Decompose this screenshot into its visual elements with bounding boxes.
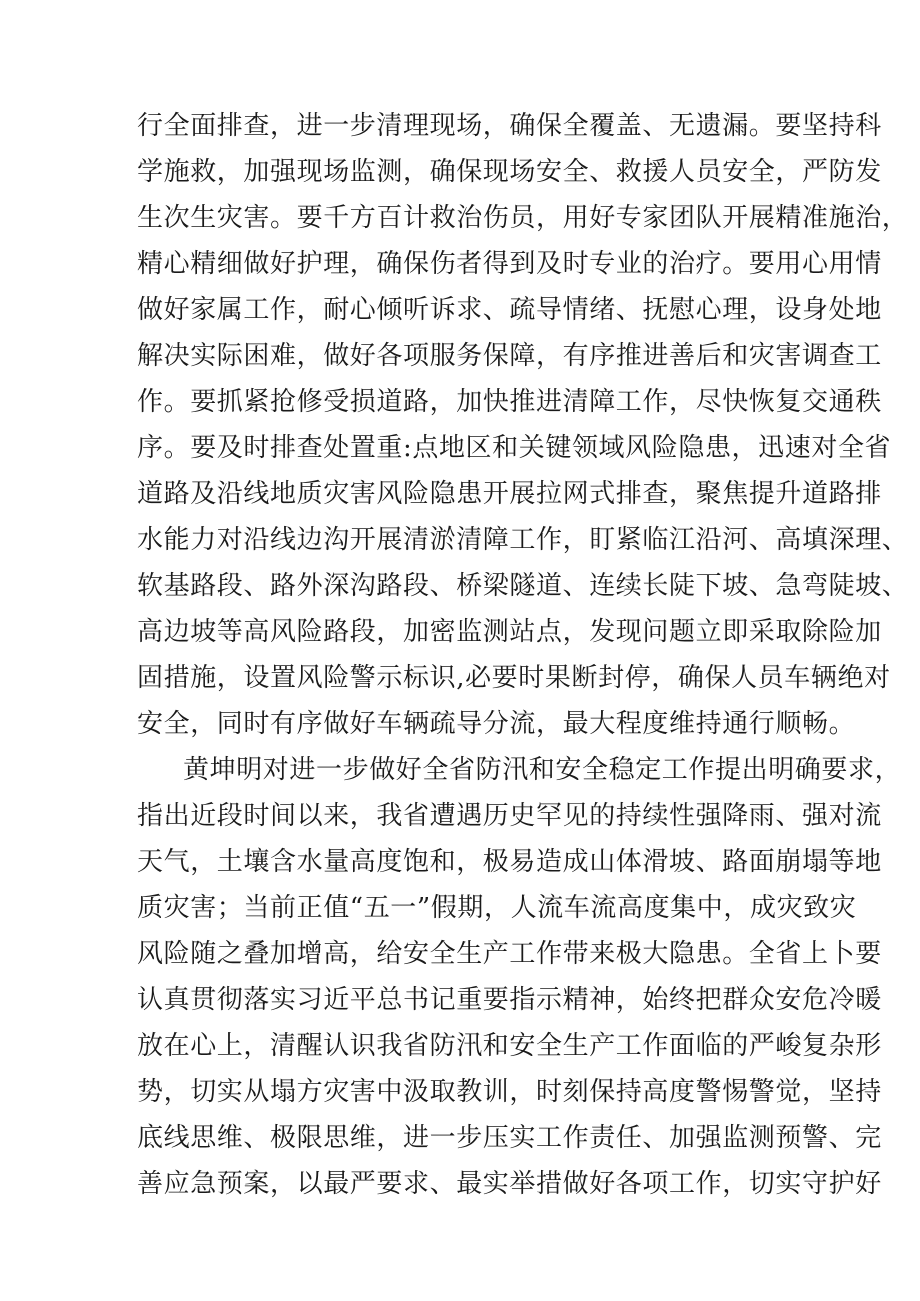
paragraph-line: 底线思维、极限思维，进一步压实工作责任、加强监测预警、完 xyxy=(137,1123,882,1153)
paragraph-line: 道路及沿线地质灾害风险隐患开展拉网式排查，聚焦提升道路排 xyxy=(137,479,882,509)
paragraph-line: 解决实际困难，做好各项服务保障，有序推进善后和灾害调查工 xyxy=(137,341,882,371)
paragraph-line: 善应急预案，以最严要求、最实举措做好各项工作，切实守护好 xyxy=(137,1169,882,1199)
paragraph-line: 质灾害；当前正值“五一”假期，人流车流高度集中，成灾致灾 xyxy=(137,893,857,923)
paragraph-line: 学施救，加强现场监测，确保现场安全、救援人员安全，严防发 xyxy=(137,157,882,187)
paragraph-line: 黄坤明对进一步做好全省防汛和安全稳定工作提出明确要求， xyxy=(183,755,902,785)
paragraph-line: 软基路段、路外深沟路段、桥梁隧道、连续长陡下坡、急弯陡坡、 xyxy=(137,571,909,601)
paragraph-line: 行全面排查，进一步清理现场，确保全覆盖、无遗漏。要坚持科 xyxy=(137,111,882,141)
paragraph-line: 风险随之叠加增高，给安全生产工作带来极大隐患。全省上卜要 xyxy=(137,939,882,969)
paragraph-line: 安全，同时有序做好车辆疏导分流，最大程度维持通行顺畅。 xyxy=(137,709,856,739)
paragraph-line: 高边坡等高风险路段，加密监测站点，发现问题立即采取除险加 xyxy=(137,617,882,647)
paragraph-line: 天气，土壤含水量高度饱和，极易造成山体滑坡、路面崩塌等地 xyxy=(137,847,882,877)
paragraph-line: 序。要及时排查处置重:点地区和关键领域风险隐患，迅速对全省 xyxy=(137,433,892,463)
paragraph-line: 认真贯彻落实习近平总书记重要指示精神，始终把群众安危冷暖 xyxy=(137,985,882,1015)
paragraph-line: 固措施，设置风险警示标识,必要时果断封停，确保人员车辆绝对 xyxy=(137,663,891,693)
paragraph-line: 生次生灾害。要千方百计救治伤员，用好专家团队开展精准施治， xyxy=(137,203,909,233)
paragraph-line: 精心精细做好护理，确保伤者得到及时专业的治疗。要用心用情 xyxy=(137,249,882,279)
paragraph-line: 作。要抓紧抢修受损道路，加快推进清障工作，尽快恢复交通秩 xyxy=(137,387,882,417)
paragraph-line: 水能力对沿线边沟开展清淤清障工作，盯紧临江沿河、高填深理、 xyxy=(137,525,909,555)
paragraph-line: 势，切实从塌方灾害中汲取教训，时刻保持高度警惕警觉，坚持 xyxy=(137,1077,882,1107)
paragraph-line: 放在心上，清醒认识我省防汛和安全生产工作面临的严峻复杂形 xyxy=(137,1031,882,1061)
paragraph-line: 做好家属工作，耐心倾听诉求、疏导情绪、抚慰心理，设身处地 xyxy=(137,295,882,325)
paragraph-line: 指出近段时间以来，我省遭遇历史罕见的持续性强降雨、强对流 xyxy=(137,801,882,831)
